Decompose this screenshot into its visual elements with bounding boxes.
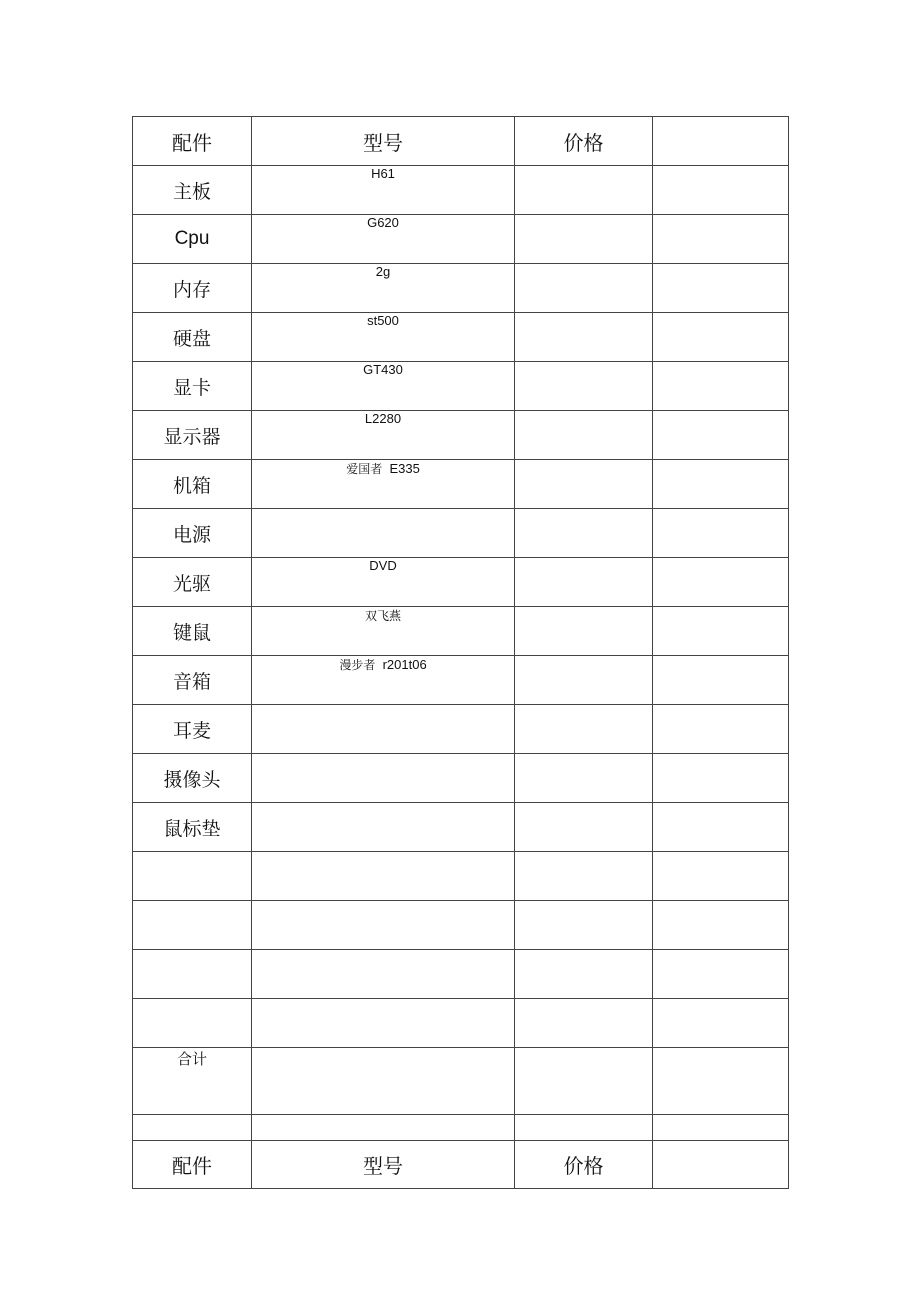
model-cell <box>252 411 515 460</box>
footer-price: 价格 <box>515 1141 653 1189</box>
extra-cell <box>653 411 789 460</box>
empty-cell <box>133 1115 252 1141</box>
empty-cell <box>133 901 252 950</box>
table-row <box>133 166 789 215</box>
parts-table <box>132 116 789 1189</box>
extra-cell <box>653 264 789 313</box>
empty-cell <box>515 901 653 950</box>
model-value: E335 <box>389 461 420 476</box>
component-name: 光驱 <box>133 558 252 607</box>
price-cell <box>515 215 653 264</box>
empty-cell <box>252 852 515 901</box>
price-cell <box>515 264 653 313</box>
component-name: 显示器 <box>133 411 252 460</box>
model-cell <box>252 460 515 509</box>
empty-row <box>133 950 789 999</box>
extra-cell <box>653 558 789 607</box>
model-brand: 双飞燕 <box>364 609 401 623</box>
empty-row <box>133 901 789 950</box>
model-value: st500 <box>367 313 399 328</box>
empty-cell <box>133 999 252 1048</box>
model-value: DVD <box>369 558 397 573</box>
table-header-row <box>133 117 789 166</box>
model-value: r201t06 <box>382 657 427 672</box>
price-cell <box>515 509 653 558</box>
table-row <box>133 656 789 705</box>
component-name: Cpu <box>133 215 252 264</box>
model-value: G620 <box>367 215 399 230</box>
table-row <box>133 558 789 607</box>
model-cell <box>252 509 515 558</box>
model-cell <box>252 313 515 362</box>
component-name: 机箱 <box>133 460 252 509</box>
header-component: 配件 <box>133 117 252 166</box>
table-row <box>133 509 789 558</box>
empty-cell <box>653 999 789 1048</box>
extra-cell <box>653 215 789 264</box>
price-cell <box>515 607 653 656</box>
empty-cell <box>252 950 515 999</box>
empty-row <box>133 999 789 1048</box>
price-cell <box>515 411 653 460</box>
header-model: 型号 <box>252 117 515 166</box>
spacer-row <box>133 1115 789 1141</box>
component-name: 电源 <box>133 509 252 558</box>
component-name: 内存 <box>133 264 252 313</box>
model-cell <box>252 754 515 803</box>
header-price: 价格 <box>515 117 653 166</box>
price-cell <box>515 362 653 411</box>
empty-cell <box>252 901 515 950</box>
total-extra-cell <box>653 1048 789 1115</box>
total-model-cell <box>252 1048 515 1115</box>
model-value: GT430 <box>363 362 403 377</box>
table-row <box>133 264 789 313</box>
empty-cell <box>252 1115 515 1141</box>
component-name: 音箱 <box>133 656 252 705</box>
price-cell <box>515 313 653 362</box>
component-name: 耳麦 <box>133 705 252 754</box>
empty-cell <box>653 1115 789 1141</box>
model-cell <box>252 607 515 656</box>
component-name: 摄像头 <box>133 754 252 803</box>
component-name: 鼠标垫 <box>133 803 252 852</box>
component-name: 主板 <box>133 166 252 215</box>
model-cell <box>252 264 515 313</box>
footer-component: 配件 <box>133 1141 252 1189</box>
extra-cell <box>653 460 789 509</box>
empty-row <box>133 852 789 901</box>
empty-cell <box>653 852 789 901</box>
extra-cell <box>653 705 789 754</box>
extra-cell <box>653 754 789 803</box>
model-value: 2g <box>375 264 391 279</box>
component-name: 硬盘 <box>133 313 252 362</box>
model-cell <box>252 362 515 411</box>
price-cell <box>515 754 653 803</box>
table-row <box>133 460 789 509</box>
model-cell <box>252 166 515 215</box>
price-cell <box>515 803 653 852</box>
extra-cell <box>653 166 789 215</box>
component-name: 显卡 <box>133 362 252 411</box>
extra-cell <box>653 509 789 558</box>
model-brand: 漫步者 <box>339 658 376 672</box>
total-label: 合计 <box>133 1048 252 1115</box>
empty-cell <box>133 950 252 999</box>
price-cell <box>515 656 653 705</box>
extra-cell <box>653 313 789 362</box>
model-cell <box>252 705 515 754</box>
model-cell <box>252 803 515 852</box>
model-cell <box>252 656 515 705</box>
price-cell <box>515 166 653 215</box>
model-cell <box>252 558 515 607</box>
empty-cell <box>515 999 653 1048</box>
model-cell <box>252 215 515 264</box>
empty-cell <box>515 852 653 901</box>
price-cell <box>515 558 653 607</box>
extra-cell <box>653 362 789 411</box>
total-price-cell <box>515 1048 653 1115</box>
price-cell <box>515 460 653 509</box>
table-row <box>133 803 789 852</box>
extra-cell <box>653 607 789 656</box>
table-footer-row <box>133 1141 789 1189</box>
extra-cell <box>653 656 789 705</box>
table-row <box>133 411 789 460</box>
footer-extra <box>653 1141 789 1189</box>
empty-cell <box>515 950 653 999</box>
header-extra <box>653 117 789 166</box>
empty-cell <box>252 999 515 1048</box>
empty-cell <box>653 901 789 950</box>
table-row <box>133 313 789 362</box>
empty-cell <box>515 1115 653 1141</box>
table-row <box>133 215 789 264</box>
empty-cell <box>133 852 252 901</box>
table-row <box>133 754 789 803</box>
model-value: H61 <box>371 166 395 181</box>
table-row <box>133 705 789 754</box>
empty-cell <box>653 950 789 999</box>
footer-model: 型号 <box>252 1141 515 1189</box>
price-cell <box>515 705 653 754</box>
table-row <box>133 362 789 411</box>
model-value: L2280 <box>364 411 402 426</box>
component-name: 键鼠 <box>133 607 252 656</box>
total-row <box>133 1048 789 1115</box>
table-row <box>133 607 789 656</box>
extra-cell <box>653 803 789 852</box>
model-brand: 爱国者 <box>346 462 383 476</box>
